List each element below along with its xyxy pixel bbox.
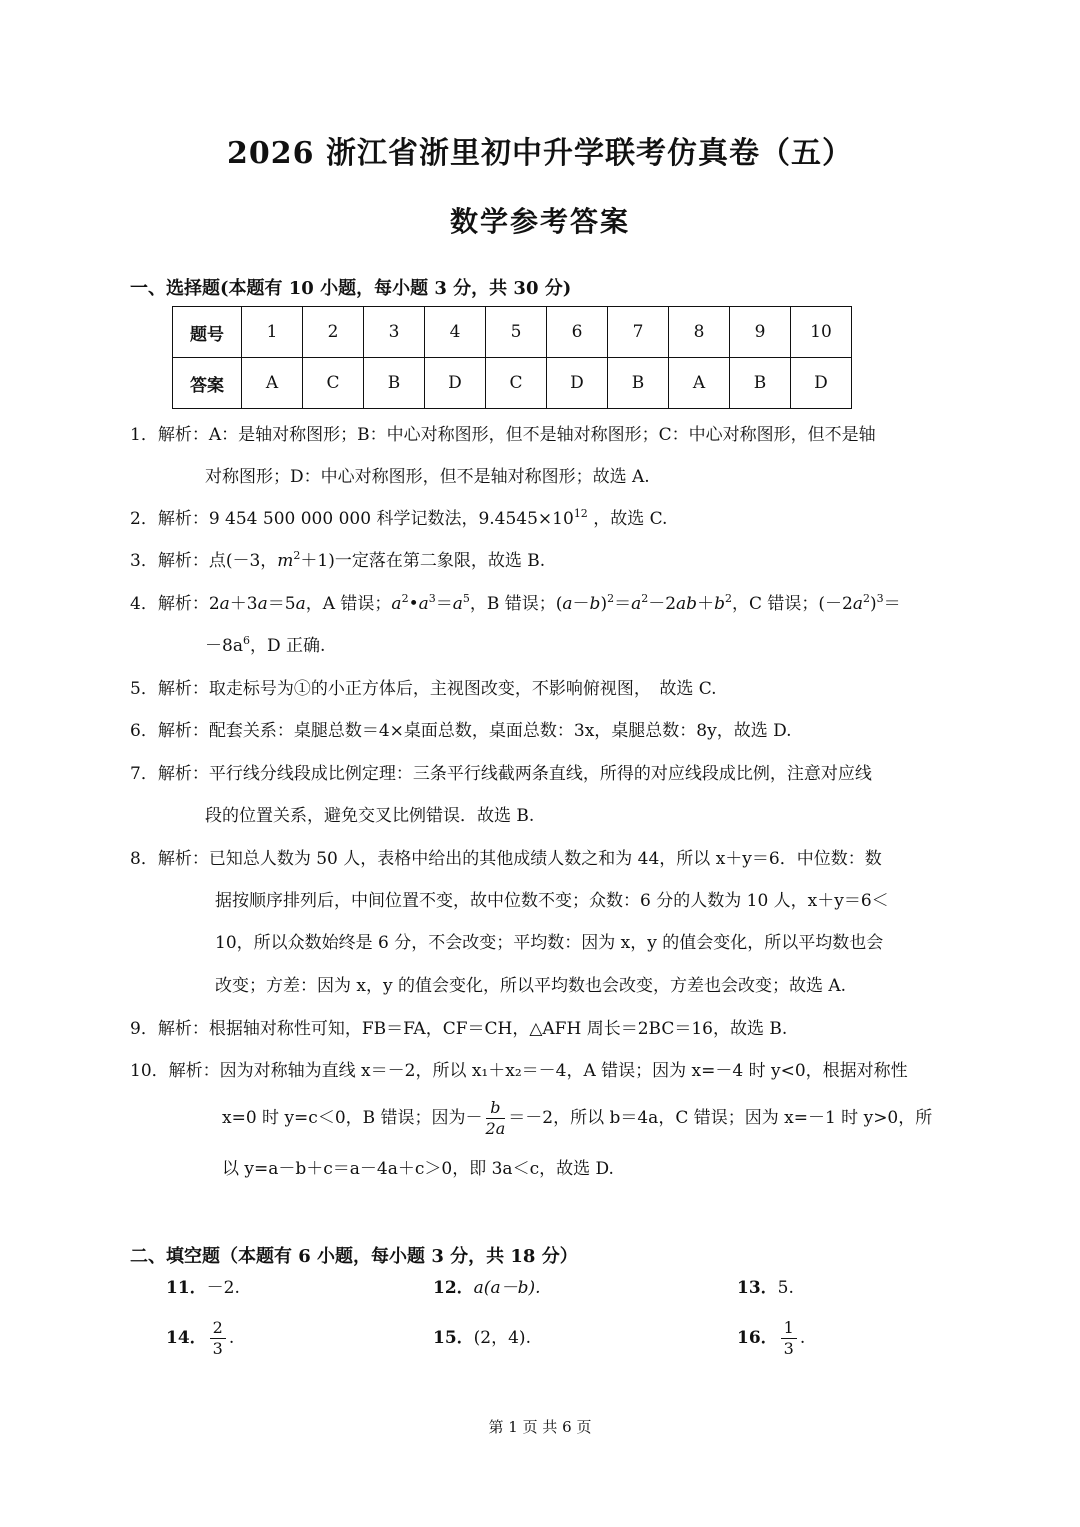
- explanation-4-line-1: 4．解析：2a＋3a＝5a，A 错误；$a^2•a^3=a^5$，B 错误；$(a-b)^2=a^2-2ab+b^2$，C 错误；$(-2a^2)^3=$: [130, 592, 901, 614]
- question-number-cell: 3: [364, 307, 425, 358]
- explanation-1-line-1: 1．解析：A：是轴对称图形；B：中心对称图形，但不是轴对称图形；C：中心对称图形，但不是轴: [130, 425, 876, 445]
- fill-answer-15: [433, 1326, 531, 1350]
- question-number-cell: 5: [486, 307, 547, 358]
- question-number: 14．: [166, 1328, 207, 1348]
- fraction-one-third: [781, 1318, 797, 1359]
- question-number-cell: 1: [242, 307, 303, 358]
- explanation-2: [130, 507, 667, 531]
- variable-m: m: [277, 551, 294, 571]
- explanation-10-line-1: 10．解析：因为对称轴为直线 x＝－2，所以 x₁＋x₂＝－4，A 错误；因为 x=－4 时 y<0，根据对称性: [130, 1061, 908, 1081]
- section1-heading: 一、选择题(本题有 10 小题，每小题 3 分，共 30 分): [130, 278, 572, 299]
- row-label-answer: 答案: [173, 358, 242, 409]
- page-subtitle: 数学参考答案: [449, 205, 630, 238]
- exponent: 6: [242, 634, 250, 647]
- explanation-9: 9．解析：根据轴对称性可知，FB＝FA，CF＝CH，△AFH 周长＝2BC＝16，故选 B.: [130, 1019, 788, 1039]
- fill-answer-14: 14． $\frac{2}{3}$ .: [166, 1318, 235, 1358]
- question-number-cell: 2: [303, 307, 364, 358]
- question-number: 12．: [433, 1278, 474, 1298]
- fraction-b-over-2a: [486, 1098, 506, 1139]
- question-number-cell: 7: [608, 307, 669, 358]
- answer-table: [172, 306, 852, 409]
- question-number-cell: 8: [669, 307, 730, 358]
- fill-answer-11: [166, 1276, 240, 1300]
- section2-heading: 二、填空题（本题有 6 小题，每小题 3 分，共 18 分）: [130, 1246, 578, 1267]
- explanation-3: [130, 549, 545, 573]
- answer-value: －2.: [206, 1278, 240, 1298]
- explanation-10-text-tail: ＝－2，所以 b＝4a，C 错误；因为 x=－1 时 y>0，所: [508, 1108, 933, 1128]
- fill-answer-13: [737, 1276, 794, 1300]
- question-number: 16．: [737, 1328, 778, 1348]
- explanation-10-line-2: [222, 1096, 932, 1140]
- answer-table-answer-row: [173, 358, 852, 409]
- fraction-denominator: 3: [783, 1339, 794, 1358]
- explanation-3-text: 3．解析：点(－3，: [130, 551, 278, 571]
- answer-cell: B: [730, 358, 791, 409]
- answer-value: 5.: [777, 1278, 794, 1298]
- explanation-7-line-2: 段的位置关系，避免交叉比例错误．故选 B.: [205, 806, 535, 826]
- explanation-8-line-3: 10，所以众数始终是 6 分，不会改变；平均数：因为 x，y 的值会变化，所以平均数也会: [215, 933, 884, 953]
- fill-answer-12: [433, 1276, 541, 1300]
- question-number-cell: 9: [730, 307, 791, 358]
- fraction-numerator: 2: [210, 1318, 226, 1339]
- fraction-numerator: b: [486, 1098, 506, 1119]
- answer-cell: A: [669, 358, 730, 409]
- explanation-8-line-2: 据按顺序排列后，中间位置不变，故中位数不变；众数：6 分的人数为 10 人，x＋y＝6＜: [215, 891, 889, 911]
- explanation-4-result: －8a: [205, 636, 243, 656]
- answer-cell: A: [242, 358, 303, 409]
- explanation-2-text: 2．解析：9 454 500 000 000 科学记数法，9.4545×10: [130, 509, 574, 529]
- fill-answer-16: 16． $\frac{1}{3}$ .: [737, 1318, 806, 1358]
- explanation-6: 6．解析：配套关系：桌腿总数＝4×桌面总数，桌面总数：3x，桌腿总数：8y，故选 D.: [130, 721, 792, 741]
- fraction-numerator: 1: [781, 1318, 797, 1339]
- answer-cell: C: [486, 358, 547, 409]
- explanation-10-line-3: 以 y=a－b＋c＝a－4a＋c＞0，即 3a＜c，故选 D.: [222, 1159, 614, 1179]
- question-number-cell: 4: [425, 307, 486, 358]
- explanation-3-tail: ＋1)一定落在第二象限，故选 B.: [300, 551, 546, 571]
- fraction-denominator: 2a: [485, 1119, 506, 1138]
- explanation-1-line-2: 对称图形；D：中心对称图形，但不是轴对称图形；故选 A.: [205, 467, 650, 487]
- explanation-2-tail: ，故选 C.: [593, 509, 668, 529]
- exponent: 2: [293, 549, 301, 562]
- explanation-8-line-1: 8．解析：已知总人数为 50 人，表格中给出的其他成绩人数之和为 44，所以 x＋y＝6．中位数：数: [130, 849, 882, 869]
- answer-cell: D: [791, 358, 852, 409]
- page-title: 2026 浙江省浙里初中升学联考仿真卷（五）: [227, 136, 853, 171]
- explanation-4-line-2: [205, 634, 325, 658]
- answer-value: a(a－b).: [473, 1278, 541, 1298]
- fraction-denominator: 3: [212, 1339, 223, 1358]
- answer-cell: B: [364, 358, 425, 409]
- exponent: 12: [573, 507, 588, 520]
- answer-cell: D: [547, 358, 608, 409]
- question-number: 13．: [737, 1278, 778, 1298]
- explanation-4-prefix: 4．解析：: [130, 594, 209, 614]
- answer-cell: C: [303, 358, 364, 409]
- question-number: 15．: [433, 1328, 474, 1348]
- explanation-8-line-4: 改变；方差：因为 x，y 的值会变化，所以平均数也会改变，方差也会改变；故选 A.: [215, 976, 847, 996]
- fraction-two-thirds: [210, 1318, 226, 1359]
- question-number-cell: 6: [547, 307, 608, 358]
- explanation-4-tail: ，D 正确.: [249, 636, 326, 656]
- answer-cell: B: [608, 358, 669, 409]
- question-number: 11．: [166, 1278, 207, 1298]
- explanation-7-line-1: 7．解析：平行线分线段成比例定理：三条平行线截两条直线，所得的对应线段成比例，注意对应线: [130, 764, 872, 784]
- answer-cell: D: [425, 358, 486, 409]
- explanation-5: 5．解析：取走标号为①的小正方体后，主视图改变，不影响俯视图， 故选 C.: [130, 679, 717, 699]
- answer-table-number-row: [173, 307, 852, 358]
- explanation-10-text: x=0 时 y=c＜0，B 错误；因为－: [222, 1108, 483, 1128]
- answer-value: (2，4).: [473, 1328, 531, 1348]
- row-label-question: 题号: [173, 307, 242, 358]
- question-number-cell: 10: [791, 307, 852, 358]
- page-footer: 第 1 页 共 6 页: [488, 1418, 592, 1436]
